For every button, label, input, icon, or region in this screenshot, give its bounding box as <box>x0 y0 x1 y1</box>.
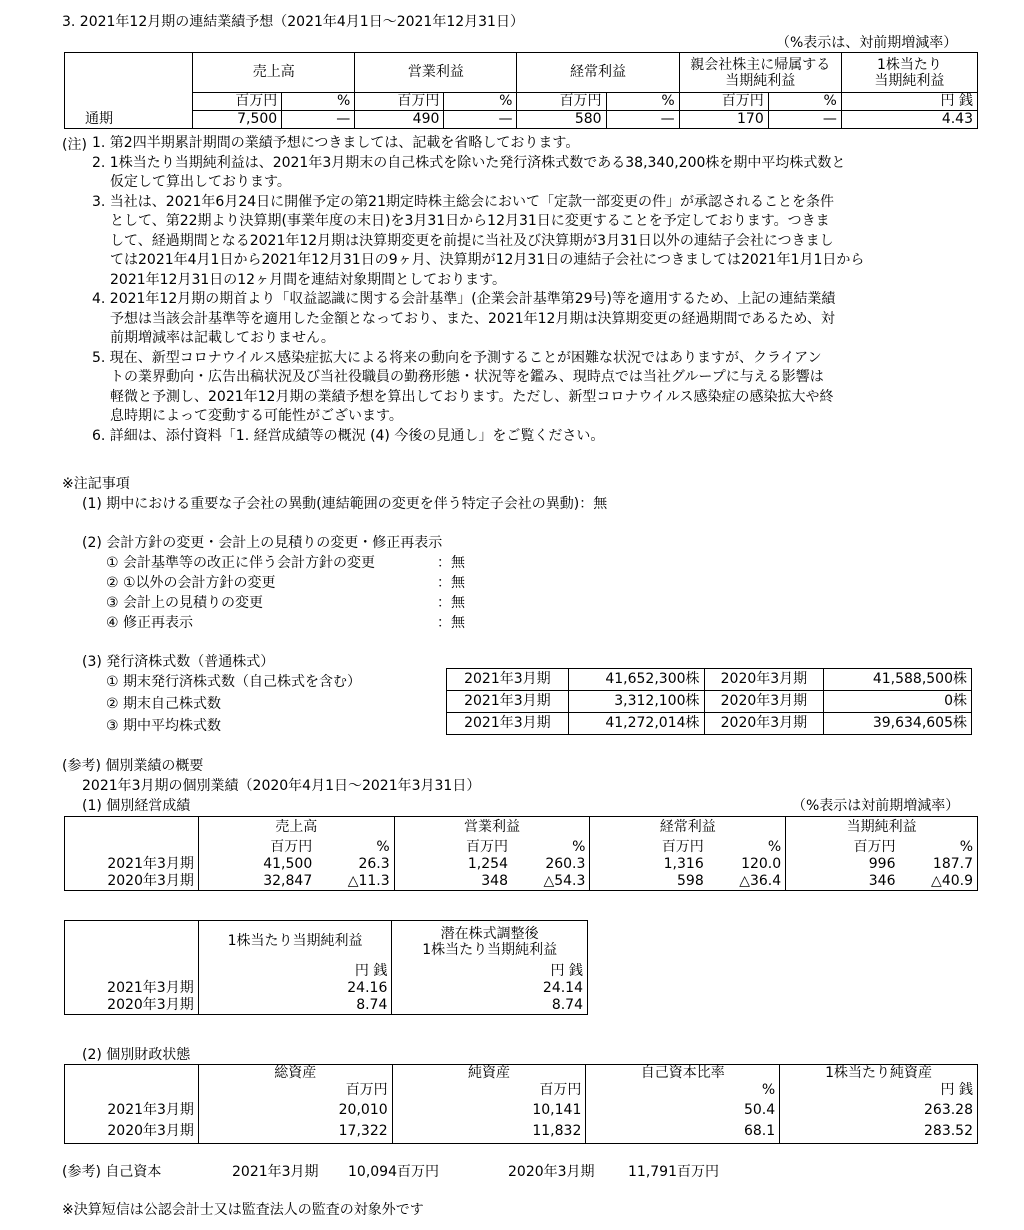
op-row <box>65 856 978 873</box>
forecast-unit: 百万円 <box>193 93 282 111</box>
op-unit: % <box>512 839 590 856</box>
eps-header-diluted-l2: 1株当たり当期純利益 <box>422 941 558 958</box>
note-5-line: 5. 現在、新型コロナウイルス感染症拡大による将来の動向を予測することが困難な状況ではありますが、クライアン <box>92 349 822 366</box>
shares-period: 2020年3月期 <box>704 713 824 735</box>
op-unit: % <box>316 839 394 856</box>
fin-unit: % <box>586 1082 780 1099</box>
op-row-label: 2020年3月期 <box>65 873 199 891</box>
policy-change-value: ：無 <box>437 615 465 631</box>
note-3-line: して、経過期間となる2021年12月期は決算期変更を前提に当社及び決算期が3月31日以外の連結子会社につきまし <box>110 232 834 249</box>
fin-row-label: 2021年3月期 <box>65 1099 199 1121</box>
notes-prefix: (注) <box>62 137 87 153</box>
note-5-line: 軽微と予測し、2021年12月期の業績予想を算出しております。ただし、新型コロナウイルス感染症の感染拡大や終 <box>110 388 834 405</box>
shares-row-label: ② 期末自己株式数 <box>106 696 222 712</box>
forecast-title: 3. 2021年12月期の連結業績予想（2021年4月1日～2021年12月31日） <box>62 14 524 30</box>
forecast-unit: % <box>444 93 517 111</box>
note-3-line: 2021年12月31日の12ヶ月間を連結対象期間としております。 <box>110 271 506 288</box>
forecast-header-operating-profit: 営業利益 <box>355 53 517 93</box>
fin-corner-cell <box>65 1065 199 1083</box>
eps-row <box>65 980 588 997</box>
fin-unit: 円 銭 <box>780 1082 978 1099</box>
forecast-corner-cell <box>65 53 193 93</box>
eps-unit: 円 銭 <box>198 963 392 980</box>
fin-value: 50.4 <box>586 1099 780 1121</box>
op-unit: % <box>900 839 978 856</box>
note-4-line: 予想は当該会計基準等を適用した金額となっており、また、2021年12月期は決算期変更の経過期間であるため、対 <box>110 310 835 327</box>
shares-value: 0株 <box>824 691 972 713</box>
eps-header-diluted-l1: 潜在株式調整後 <box>440 925 539 942</box>
op-value: 32,847 <box>198 873 316 891</box>
financial-position-title: (2) 個別財政状態 <box>82 1047 191 1063</box>
note-3-line: として、第22期より決算期(事業年度の末日)を3月31日から12月31日に変更することを予定しております。つきま <box>110 213 830 229</box>
op-header: 売上高 <box>198 817 394 839</box>
op-value: △40.9 <box>900 873 978 891</box>
fin-value: 10,141 <box>392 1099 586 1121</box>
op-unit: % <box>708 839 786 856</box>
eps-header: 1株当たり当期純利益 <box>198 921 392 963</box>
op-row-label: 2021年3月期 <box>65 856 199 873</box>
fin-header: 総資産 <box>198 1065 392 1083</box>
note-2-line: 2. 1株当たり当期純利益は、2021年3月期末の自己株式を除いた発行済株式数である38,340,200株を期中平均株式数と <box>92 154 846 171</box>
shares-row <box>447 669 972 691</box>
eps-row-label: 2021年3月期 <box>65 980 199 997</box>
note-4-line: 前期増減率は記載しておりません。 <box>110 330 335 346</box>
forecast-value: 4.43 <box>841 111 977 129</box>
financial-position-table <box>64 1064 978 1144</box>
shares-period: 2021年3月期 <box>447 713 569 735</box>
fin-row <box>65 1121 978 1143</box>
eps-unit-label-cell <box>65 963 199 980</box>
forecast-unit: % <box>768 93 841 111</box>
equity-value-prior: 11,791百万円 <box>628 1164 719 1180</box>
forecast-header-eps <box>841 53 977 93</box>
reference-title: (参考) 個別業績の概要 <box>62 758 204 774</box>
op-value: 996 <box>786 856 900 873</box>
fin-value: 263.28 <box>780 1099 978 1121</box>
op-header: 営業利益 <box>394 817 590 839</box>
equity-period-prior: 2020年3月期 <box>508 1164 595 1180</box>
shares-row-label: ① 期末発行済株式数（自己株式を含む） <box>106 674 361 690</box>
op-unit: 百万円 <box>786 839 900 856</box>
eps-value: 8.74 <box>198 997 392 1015</box>
eps-header-diluted <box>392 921 588 963</box>
op-value: 1,316 <box>590 856 708 873</box>
fin-value: 68.1 <box>586 1121 780 1143</box>
notes-list <box>92 134 864 446</box>
policy-change-label: ② ①以外の会計方針の変更 <box>106 575 276 591</box>
forecast-header-eps-l1: 1株当たり <box>876 56 942 73</box>
note-5-line: 息時期によって変動する可能性がございます。 <box>110 408 403 424</box>
policy-change-label: ④ 修正再表示 <box>106 615 194 631</box>
fin-value: 17,322 <box>198 1121 392 1143</box>
note-3-line: ては2021年4月1日から2021年12月31日の9ヶ月、決算期が12月31日の連結子会社につきましては2021年1月1日から <box>110 252 865 268</box>
forecast-pct-note: （%表示は、対前期増減率） <box>776 35 958 51</box>
equity-value-current: 10,094百万円 <box>348 1164 439 1180</box>
op-value: 26.3 <box>316 856 394 873</box>
shares-value: 3,312,100株 <box>568 691 704 713</box>
op-corner-cell <box>65 817 199 839</box>
op-header: 経常利益 <box>590 817 786 839</box>
policy-change-value: ：無 <box>437 595 465 611</box>
op-value: 41,500 <box>198 856 316 873</box>
forecast-row <box>65 111 978 129</box>
forecast-unit-label-cell <box>65 93 193 111</box>
op-unit: 百万円 <box>590 839 708 856</box>
op-unit: 百万円 <box>394 839 512 856</box>
shares-value: 41,588,500株 <box>824 669 972 691</box>
policy-change-value: ：無 <box>437 575 465 591</box>
op-header: 当期純利益 <box>786 817 978 839</box>
op-value: 260.3 <box>512 856 590 873</box>
forecast-unit: 円 銭 <box>841 93 977 111</box>
equity-label: (参考) 自己資本 <box>62 1164 162 1180</box>
forecast-header-eps-l2: 当期純利益 <box>874 72 945 89</box>
shares-row <box>447 713 972 735</box>
shares-row-label: ③ 期中平均株式数 <box>106 718 222 734</box>
eps-table <box>64 920 588 1015</box>
op-unit-label-cell <box>65 839 199 856</box>
fin-row-label: 2020年3月期 <box>65 1121 199 1143</box>
fin-header: 1株当たり純資産 <box>780 1065 978 1083</box>
forecast-value: — <box>606 111 679 129</box>
op-value: △36.4 <box>708 873 786 891</box>
note-4-line: 4. 2021年12月期の期首より「収益認識に関する会計基準」(企業会計基準第29号)等を適用するため、上記の連結業績 <box>92 291 836 307</box>
reference-subtitle: 2021年3月期の個別業績（2020年4月1日～2021年3月31日） <box>82 778 481 794</box>
shares-row <box>447 691 972 713</box>
operating-results-pct-note: （%表示は対前期増減率） <box>792 798 960 814</box>
op-value: 348 <box>394 873 512 891</box>
op-value: △11.3 <box>316 873 394 891</box>
op-value: 598 <box>590 873 708 891</box>
eps-value: 8.74 <box>392 997 588 1015</box>
eps-unit: 円 銭 <box>392 963 588 980</box>
forecast-value: — <box>768 111 841 129</box>
forecast-table <box>64 52 978 129</box>
equity-period-current: 2021年3月期 <box>232 1164 319 1180</box>
shares-period: 2020年3月期 <box>704 691 824 713</box>
op-value: △54.3 <box>512 873 590 891</box>
fin-row <box>65 1099 978 1121</box>
op-row <box>65 873 978 891</box>
remarks-item2-title: (2) 会計方針の変更・会計上の見積りの変更・修正再表示 <box>82 535 443 551</box>
forecast-value: 490 <box>355 111 444 129</box>
forecast-unit: 百万円 <box>517 93 606 111</box>
op-unit: 百万円 <box>198 839 316 856</box>
forecast-header-ordinary-profit: 経常利益 <box>517 53 679 93</box>
forecast-header-net-income-l1: 親会社株主に帰属する <box>690 56 831 73</box>
operating-results-title: (1) 個別経営成績 <box>82 798 191 814</box>
forecast-header-net-income-l2: 当期純利益 <box>725 72 796 89</box>
note-2-line: 仮定して算出しております。 <box>110 174 291 190</box>
note-5-line: トの業界動向・広告出稿状況及び当社役職員の勤務形態・状況等を鑑み、現時点では当社グループに与える影響は <box>110 369 824 385</box>
op-value: 1,254 <box>394 856 512 873</box>
fin-value: 283.52 <box>780 1121 978 1143</box>
fin-value: 20,010 <box>198 1099 392 1121</box>
policy-change-value: ：無 <box>437 555 465 571</box>
policy-change-label: ③ 会計上の見積りの変更 <box>106 595 264 611</box>
op-value: 346 <box>786 873 900 891</box>
forecast-value: — <box>282 111 355 129</box>
shares-value: 39,634,605株 <box>824 713 972 735</box>
shares-period: 2021年3月期 <box>447 669 569 691</box>
audit-footnote: ※決算短信は公認会計士又は監査法人の監査の対象外です <box>62 1202 424 1218</box>
remarks-item1: (1) 期中における重要な子会社の異動(連結範囲の変更を伴う特定子会社の異動)：無 <box>82 496 608 512</box>
fin-unit: 百万円 <box>392 1082 586 1099</box>
fin-unit-label-cell <box>65 1082 199 1099</box>
forecast-unit: 百万円 <box>679 93 768 111</box>
remarks-title: ※注記事項 <box>62 476 130 492</box>
shares-value: 41,652,300株 <box>568 669 704 691</box>
note-3-line: 3. 当社は、2021年6月24日に開催予定の第21期定時株主総会において「定款一部変更の件」が承認されることを条件 <box>92 193 834 210</box>
fin-header: 自己資本比率 <box>586 1065 780 1083</box>
fin-unit: 百万円 <box>198 1082 392 1099</box>
forecast-unit: 百万円 <box>355 93 444 111</box>
forecast-header-sales: 売上高 <box>193 53 355 93</box>
forecast-unit: % <box>282 93 355 111</box>
eps-row <box>65 997 588 1015</box>
note-6-line: 6. 詳細は、添付資料「1. 経営成績等の概況 (4) 今後の見通し」をご覧ください。 <box>92 427 605 444</box>
eps-row-label: 2020年3月期 <box>65 997 199 1015</box>
forecast-row-label: 通期 <box>65 111 193 129</box>
remarks-item3-title: (3) 発行済株式数（普通株式） <box>82 654 275 670</box>
note-1-line: 1. 第2四半期累計期間の業績予想につきましては、記載を省略しております。 <box>92 135 580 151</box>
forecast-value: 170 <box>679 111 768 129</box>
forecast-value: 580 <box>517 111 606 129</box>
forecast-unit: % <box>606 93 679 111</box>
shares-period: 2020年3月期 <box>704 669 824 691</box>
shares-period: 2021年3月期 <box>447 691 569 713</box>
fin-value: 11,832 <box>392 1121 586 1143</box>
forecast-value: 7,500 <box>193 111 282 129</box>
eps-value: 24.14 <box>392 980 588 997</box>
eps-corner-cell <box>65 921 199 963</box>
shares-value: 41,272,014株 <box>568 713 704 735</box>
op-value: 120.0 <box>708 856 786 873</box>
op-value: 187.7 <box>900 856 978 873</box>
fin-header: 純資産 <box>392 1065 586 1083</box>
eps-value: 24.16 <box>198 980 392 997</box>
shares-table <box>446 668 972 735</box>
operating-results-table <box>64 816 978 891</box>
policy-change-label: ① 会計基準等の改正に伴う会計方針の変更 <box>106 555 375 571</box>
forecast-header-net-income <box>679 53 841 93</box>
forecast-value: — <box>444 111 517 129</box>
